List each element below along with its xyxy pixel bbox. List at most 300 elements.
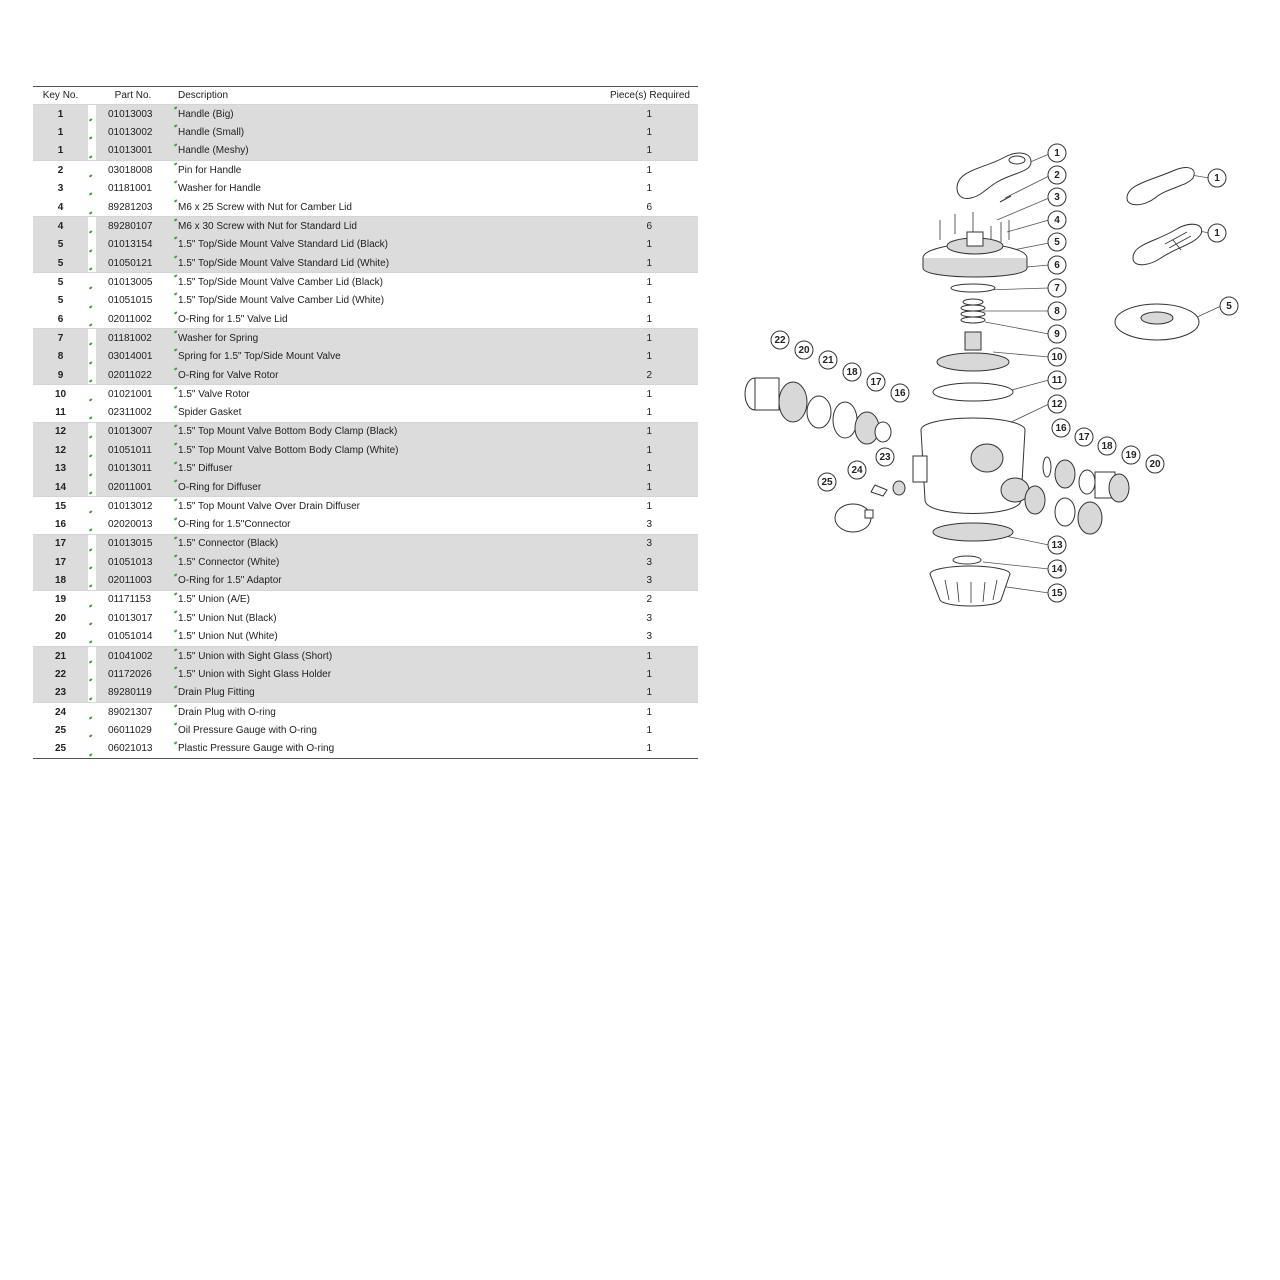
green-tick-icon bbox=[174, 331, 177, 334]
callout-label: 14 bbox=[1051, 564, 1063, 575]
green-tick-icon bbox=[174, 536, 177, 539]
tick-mark bbox=[88, 478, 96, 497]
callout-label: 16 bbox=[1055, 423, 1067, 434]
part-no-cell: 01051015 bbox=[108, 295, 153, 307]
table-row bbox=[33, 254, 698, 273]
key-no-cell: 19 bbox=[33, 590, 88, 609]
callout-label: 19 bbox=[1125, 450, 1137, 461]
key-no-cell: 11 bbox=[55, 407, 66, 419]
green-tick-icon bbox=[89, 679, 92, 682]
key-no-cell: 16 bbox=[54, 519, 67, 531]
tick-mark bbox=[170, 665, 178, 684]
table-row bbox=[33, 721, 698, 740]
callout-21 bbox=[819, 351, 837, 369]
tick-mark bbox=[88, 161, 96, 180]
key-no-cell: 7 bbox=[33, 329, 88, 348]
callout-24 bbox=[848, 461, 866, 479]
callout-15 bbox=[1048, 584, 1066, 602]
tick-mark bbox=[170, 161, 178, 180]
green-tick-icon bbox=[174, 629, 177, 632]
tick-mark bbox=[88, 497, 96, 516]
header-part-no: Part No. bbox=[114, 90, 152, 101]
part-no-cell: 89280107 bbox=[96, 217, 170, 236]
diffuser-part bbox=[933, 523, 1013, 541]
table-row bbox=[33, 684, 698, 703]
green-tick-icon bbox=[89, 585, 92, 588]
callout-label: 18 bbox=[846, 367, 858, 378]
green-tick-icon bbox=[174, 106, 177, 109]
callout-8 bbox=[1048, 302, 1066, 320]
description-cell: Washer for Handle bbox=[178, 183, 261, 195]
pieces-required-cell: 1 bbox=[598, 441, 698, 460]
spider-gasket-part bbox=[933, 383, 1013, 401]
pieces-required-cell: 1 bbox=[646, 313, 652, 325]
tick-mark bbox=[88, 310, 96, 329]
green-tick-icon bbox=[89, 174, 92, 177]
callout-label: 8 bbox=[1054, 306, 1060, 317]
tick-mark bbox=[170, 684, 178, 703]
pieces-required-cell: 1 bbox=[646, 183, 652, 195]
callout-12 bbox=[1048, 395, 1066, 413]
callout-20 bbox=[1146, 455, 1164, 473]
green-tick-icon bbox=[174, 480, 177, 483]
valve-lid-part bbox=[923, 232, 1027, 277]
green-tick-icon bbox=[89, 473, 92, 476]
table-row bbox=[33, 516, 698, 535]
green-tick-icon bbox=[89, 529, 92, 532]
part-no-cell: 01021001 bbox=[96, 385, 170, 404]
green-tick-icon bbox=[89, 623, 92, 626]
callout-4 bbox=[1048, 211, 1066, 229]
green-tick-icon bbox=[89, 510, 92, 513]
green-tick-icon bbox=[89, 454, 92, 457]
tick-mark bbox=[170, 310, 178, 329]
green-tick-icon bbox=[174, 648, 177, 651]
tick-mark bbox=[88, 217, 96, 236]
description-cell: Spider Gasket bbox=[178, 407, 242, 419]
tick-mark bbox=[88, 441, 96, 460]
green-tick-icon bbox=[89, 641, 92, 644]
key-no-cell: 4 bbox=[33, 217, 88, 236]
pieces-required-cell: 1 bbox=[646, 725, 652, 737]
table-row bbox=[33, 553, 698, 572]
part-no-cell: 06021013 bbox=[108, 743, 153, 755]
key-no-cell: 3 bbox=[57, 183, 64, 195]
part-no-cell: 06011029 bbox=[108, 725, 152, 737]
tick-mark bbox=[170, 235, 178, 254]
green-tick-icon bbox=[174, 255, 177, 258]
green-tick-icon bbox=[174, 499, 177, 502]
key-no-cell: 1 bbox=[33, 142, 88, 161]
tick-mark bbox=[88, 179, 96, 198]
description-cell: 1.5" Valve Rotor bbox=[178, 385, 598, 404]
callout-label: 16 bbox=[894, 388, 906, 399]
green-tick-icon bbox=[174, 218, 177, 221]
green-tick-icon bbox=[174, 311, 177, 314]
green-tick-icon bbox=[89, 753, 92, 756]
green-tick-icon bbox=[89, 604, 92, 607]
callout-label: 24 bbox=[851, 465, 863, 476]
part-no-cell: 01013154 bbox=[96, 235, 170, 254]
tick-mark bbox=[170, 123, 178, 142]
tick-mark bbox=[88, 198, 96, 217]
part-no-cell: 01051014 bbox=[108, 631, 153, 643]
pieces-required-cell: 1 bbox=[598, 460, 698, 479]
tick-mark bbox=[88, 254, 96, 273]
callout-16 bbox=[891, 384, 909, 402]
pieces-required-cell: 1 bbox=[598, 684, 698, 703]
green-tick-icon bbox=[89, 137, 92, 140]
handle-meshy-part bbox=[1133, 224, 1202, 265]
tick-mark bbox=[170, 422, 178, 441]
key-no-cell: 12 bbox=[33, 441, 88, 460]
pieces-required-cell: 3 bbox=[646, 631, 652, 643]
callout-label: 20 bbox=[798, 345, 810, 356]
callout-20 bbox=[795, 341, 813, 359]
green-tick-icon bbox=[89, 249, 92, 252]
description-cell: Handle (Small) bbox=[178, 123, 598, 142]
part-no-cell: 01013012 bbox=[96, 497, 170, 516]
green-tick-icon bbox=[89, 118, 92, 121]
green-tick-icon bbox=[174, 349, 177, 352]
key-no-cell: 6 bbox=[57, 313, 64, 325]
pieces-required-cell: 1 bbox=[598, 347, 698, 366]
tick-mark bbox=[170, 329, 178, 348]
part-no-cell: 89021307 bbox=[96, 703, 170, 722]
description-cell: Pin for Handle bbox=[178, 161, 598, 180]
callout-label: 3 bbox=[1054, 192, 1060, 203]
description-cell: 1.5" Top Mount Valve Bottom Body Clamp (Black) bbox=[178, 422, 598, 441]
table-row bbox=[33, 534, 698, 553]
part-no-cell: 01013011 bbox=[96, 460, 170, 479]
green-tick-icon bbox=[89, 735, 92, 738]
key-no-cell: 21 bbox=[33, 646, 88, 665]
description-cell: 1.5" Union with Sight Glass Holder bbox=[178, 665, 598, 684]
description-cell: 1.5" Union Nut (Black) bbox=[178, 612, 277, 624]
tick-mark bbox=[88, 740, 96, 759]
callout-10 bbox=[1048, 348, 1066, 366]
tick-mark bbox=[170, 628, 178, 647]
over-drain-diffuser-part bbox=[930, 566, 1010, 606]
green-tick-icon bbox=[174, 517, 177, 520]
part-no-cell: 02011003 bbox=[96, 572, 170, 591]
parts-table bbox=[33, 86, 698, 759]
part-no-cell: 02020013 bbox=[108, 519, 153, 531]
part-no-cell: 01013001 bbox=[96, 142, 170, 161]
valve-body-part bbox=[913, 418, 1029, 514]
green-tick-icon bbox=[174, 181, 177, 184]
green-tick-icon bbox=[174, 274, 177, 277]
callout-label: 5 bbox=[1226, 301, 1232, 312]
callout-label: 11 bbox=[1051, 375, 1063, 386]
description-cell: Spring for 1.5" Top/Side Mount Valve bbox=[178, 347, 598, 366]
oring-diffuser-part bbox=[953, 556, 981, 564]
description-cell: 1.5" Top/Side Mount Valve Camber Lid (Black) bbox=[178, 273, 598, 292]
key-no-cell: 5 bbox=[33, 254, 88, 273]
leader-lines bbox=[983, 154, 1221, 593]
pieces-required-cell: 1 bbox=[646, 407, 652, 419]
description-cell: 1.5" Union (A/E) bbox=[178, 590, 598, 609]
green-tick-icon bbox=[89, 716, 92, 719]
tick-mark bbox=[88, 572, 96, 591]
key-no-cell: 25 bbox=[54, 725, 67, 737]
table-row bbox=[33, 441, 698, 460]
description-cell: 1.5" Diffuser bbox=[178, 460, 598, 479]
green-tick-icon bbox=[174, 573, 177, 576]
pieces-required-cell: 1 bbox=[598, 478, 698, 497]
green-tick-icon bbox=[174, 741, 177, 744]
green-tick-icon bbox=[174, 367, 177, 370]
callout-17 bbox=[867, 373, 885, 391]
table-row bbox=[33, 291, 698, 310]
description-cell: 1.5" Union with Sight Glass (Short) bbox=[178, 646, 598, 665]
callout-16 bbox=[1052, 419, 1070, 437]
table-row bbox=[33, 161, 698, 180]
pieces-required-cell: 3 bbox=[646, 519, 652, 531]
callout-13 bbox=[1048, 536, 1066, 554]
key-no-cell: 4 bbox=[57, 201, 64, 213]
green-tick-icon bbox=[174, 387, 177, 390]
table-row bbox=[33, 609, 698, 628]
part-no-cell: 01013007 bbox=[96, 422, 170, 441]
tick-mark bbox=[170, 609, 178, 628]
part-no-cell: 03014001 bbox=[96, 347, 170, 366]
drain-plug-part bbox=[871, 481, 905, 496]
handle-big-part bbox=[957, 153, 1031, 198]
tick-mark bbox=[170, 740, 178, 759]
table-row bbox=[33, 179, 698, 198]
tick-mark bbox=[88, 684, 96, 703]
tick-mark bbox=[170, 460, 178, 479]
table-row bbox=[33, 404, 698, 423]
callout-14 bbox=[1048, 560, 1066, 578]
part-no-cell: 01051011 bbox=[96, 441, 170, 460]
tick-mark bbox=[88, 142, 96, 161]
table-row bbox=[33, 422, 698, 441]
pieces-required-cell: 1 bbox=[598, 665, 698, 684]
green-tick-icon bbox=[89, 398, 92, 401]
green-tick-icon bbox=[89, 436, 92, 439]
pieces-required-cell: 1 bbox=[598, 123, 698, 142]
pin-part bbox=[1000, 196, 1011, 202]
part-no-cell: 89280119 bbox=[96, 684, 170, 703]
callout-label: 1 bbox=[1214, 173, 1220, 184]
green-tick-icon bbox=[89, 660, 92, 663]
table-row bbox=[33, 123, 698, 142]
part-no-cell: 01171153 bbox=[96, 590, 170, 609]
table-row bbox=[33, 703, 698, 722]
tick-mark bbox=[170, 478, 178, 497]
callout-label: 15 bbox=[1051, 588, 1063, 599]
callout-label: 5 bbox=[1054, 237, 1060, 248]
callout-23 bbox=[876, 448, 894, 466]
tick-mark bbox=[170, 254, 178, 273]
exploded-valve-diagram bbox=[735, 140, 1255, 620]
part-no-cell: 01013002 bbox=[96, 123, 170, 142]
green-tick-icon bbox=[89, 211, 92, 214]
green-tick-icon bbox=[174, 442, 177, 445]
pieces-required-cell: 6 bbox=[598, 217, 698, 236]
callout-label: 13 bbox=[1051, 540, 1063, 551]
tick-mark bbox=[170, 385, 178, 404]
tick-mark bbox=[170, 105, 178, 124]
tick-mark bbox=[170, 404, 178, 423]
pieces-required-cell: 1 bbox=[598, 142, 698, 161]
tick-mark bbox=[88, 590, 96, 609]
part-no-cell: 01041002 bbox=[96, 646, 170, 665]
tick-mark bbox=[88, 721, 96, 740]
tick-mark bbox=[88, 235, 96, 254]
table-row bbox=[33, 217, 698, 236]
callout-7 bbox=[1048, 279, 1066, 297]
callout-label: 17 bbox=[1078, 432, 1090, 443]
part-no-cell: 01172026 bbox=[96, 665, 170, 684]
table-row bbox=[33, 347, 698, 366]
tick-mark bbox=[170, 590, 178, 609]
key-no-cell: 5 bbox=[33, 235, 88, 254]
part-no-cell: 01181002 bbox=[96, 329, 170, 348]
tick-mark bbox=[88, 291, 96, 310]
tick-mark bbox=[88, 609, 96, 628]
tick-mark bbox=[88, 628, 96, 647]
tick-mark bbox=[88, 123, 96, 142]
pressure-gauge-part bbox=[835, 504, 873, 532]
part-no-cell: 02311002 bbox=[108, 407, 152, 419]
part-no-cell: 01051013 bbox=[96, 553, 170, 572]
green-tick-icon bbox=[174, 124, 177, 127]
camber-lid-part bbox=[1115, 304, 1199, 340]
table-row bbox=[33, 460, 698, 479]
key-no-cell: 17 bbox=[33, 553, 88, 572]
green-tick-icon bbox=[89, 155, 92, 158]
green-tick-icon bbox=[89, 342, 92, 345]
tick-mark bbox=[88, 665, 96, 684]
pieces-required-cell: 3 bbox=[598, 534, 698, 553]
key-no-cell: 5 bbox=[33, 273, 88, 292]
key-no-cell: 20 bbox=[54, 631, 67, 643]
part-no-cell: 02011001 bbox=[96, 478, 170, 497]
tick-mark bbox=[88, 534, 96, 553]
tick-mark bbox=[88, 105, 96, 124]
description-cell: Drain Plug Fitting bbox=[178, 684, 598, 703]
tick-mark bbox=[88, 422, 96, 441]
green-tick-icon bbox=[89, 230, 92, 233]
pieces-required-cell: 6 bbox=[646, 201, 652, 213]
pieces-required-cell: 1 bbox=[598, 329, 698, 348]
green-tick-icon bbox=[174, 554, 177, 557]
callout-label: 7 bbox=[1054, 283, 1060, 294]
callout-1 bbox=[1048, 144, 1066, 162]
tick-mark bbox=[88, 385, 96, 404]
pieces-required-cell: 1 bbox=[598, 646, 698, 665]
key-no-cell: 9 bbox=[33, 366, 88, 385]
green-tick-icon bbox=[174, 704, 177, 707]
callout-label: 1 bbox=[1054, 148, 1060, 159]
green-tick-icon bbox=[89, 697, 92, 700]
pieces-required-cell: 1 bbox=[598, 235, 698, 254]
part-no-cell: 01013003 bbox=[96, 105, 170, 124]
green-tick-icon bbox=[89, 566, 92, 569]
callout-2 bbox=[1048, 166, 1066, 184]
table-row bbox=[33, 105, 698, 124]
key-no-cell: 22 bbox=[33, 665, 88, 684]
tick-mark bbox=[170, 534, 178, 553]
green-tick-icon bbox=[89, 267, 92, 270]
green-tick-icon bbox=[174, 293, 177, 296]
key-no-cell: 10 bbox=[33, 385, 88, 404]
callout-6 bbox=[1048, 256, 1066, 274]
pieces-required-cell: 1 bbox=[598, 422, 698, 441]
key-no-cell: 5 bbox=[57, 295, 64, 307]
tick-mark bbox=[170, 291, 178, 310]
description-cell: O-Ring for 1.5"Connector bbox=[178, 519, 291, 531]
callout-1 bbox=[1208, 224, 1226, 242]
key-no-cell: 23 bbox=[33, 684, 88, 703]
tick-mark bbox=[88, 460, 96, 479]
oring-lid-part bbox=[951, 284, 995, 292]
part-no-cell: 02011002 bbox=[108, 313, 152, 325]
green-tick-icon bbox=[174, 162, 177, 165]
pieces-required-cell: 1 bbox=[646, 743, 652, 755]
tick-mark bbox=[170, 553, 178, 572]
callout-label: 23 bbox=[879, 452, 891, 463]
green-tick-icon bbox=[89, 193, 92, 196]
tick-mark bbox=[170, 646, 178, 665]
tick-mark bbox=[170, 721, 178, 740]
green-tick-icon bbox=[174, 199, 177, 202]
tick-mark bbox=[170, 347, 178, 366]
green-tick-icon bbox=[89, 548, 92, 551]
callout-label: 18 bbox=[1101, 441, 1113, 452]
callout-18 bbox=[1098, 437, 1116, 455]
table-row bbox=[33, 198, 698, 217]
callout-5 bbox=[1220, 297, 1238, 315]
green-tick-icon bbox=[174, 237, 177, 240]
table-row bbox=[33, 310, 698, 329]
pieces-required-cell: 1 bbox=[598, 254, 698, 273]
pieces-required-cell: 1 bbox=[598, 105, 698, 124]
green-tick-icon bbox=[174, 461, 177, 464]
key-no-cell: 20 bbox=[54, 612, 67, 624]
description-cell: 1.5" Connector (Black) bbox=[178, 534, 598, 553]
handle-small-part bbox=[1127, 168, 1194, 205]
part-no-cell: 03018008 bbox=[96, 161, 170, 180]
description-cell: 1.5" Top Mount Valve Over Drain Diffuser bbox=[178, 497, 598, 516]
pieces-required-cell: 2 bbox=[598, 366, 698, 385]
key-no-cell: 15 bbox=[33, 497, 88, 516]
tick-mark bbox=[88, 404, 96, 423]
key-no-cell: 1 bbox=[33, 123, 88, 142]
key-no-cell: 13 bbox=[33, 460, 88, 479]
washer-spring-part bbox=[963, 299, 983, 305]
callout-label: 20 bbox=[1149, 459, 1161, 470]
header-key-no: Key No. bbox=[42, 90, 79, 101]
callout-label: 10 bbox=[1051, 352, 1063, 363]
tick-mark bbox=[170, 497, 178, 516]
header-pieces-required: Piece(s) Required bbox=[609, 90, 690, 101]
callout-label: 1 bbox=[1214, 228, 1220, 239]
callout-label: 4 bbox=[1054, 215, 1060, 226]
green-tick-icon bbox=[174, 143, 177, 146]
green-tick-icon bbox=[174, 666, 177, 669]
part-no-cell: 01013017 bbox=[108, 612, 153, 624]
tick-mark bbox=[88, 516, 96, 535]
description-cell: M6 x 25 Screw with Nut for Camber Lid bbox=[178, 201, 352, 213]
tick-mark bbox=[170, 273, 178, 292]
tick-mark bbox=[170, 198, 178, 217]
description-cell: Handle (Big) bbox=[178, 105, 598, 124]
callout-label: 6 bbox=[1054, 260, 1060, 271]
